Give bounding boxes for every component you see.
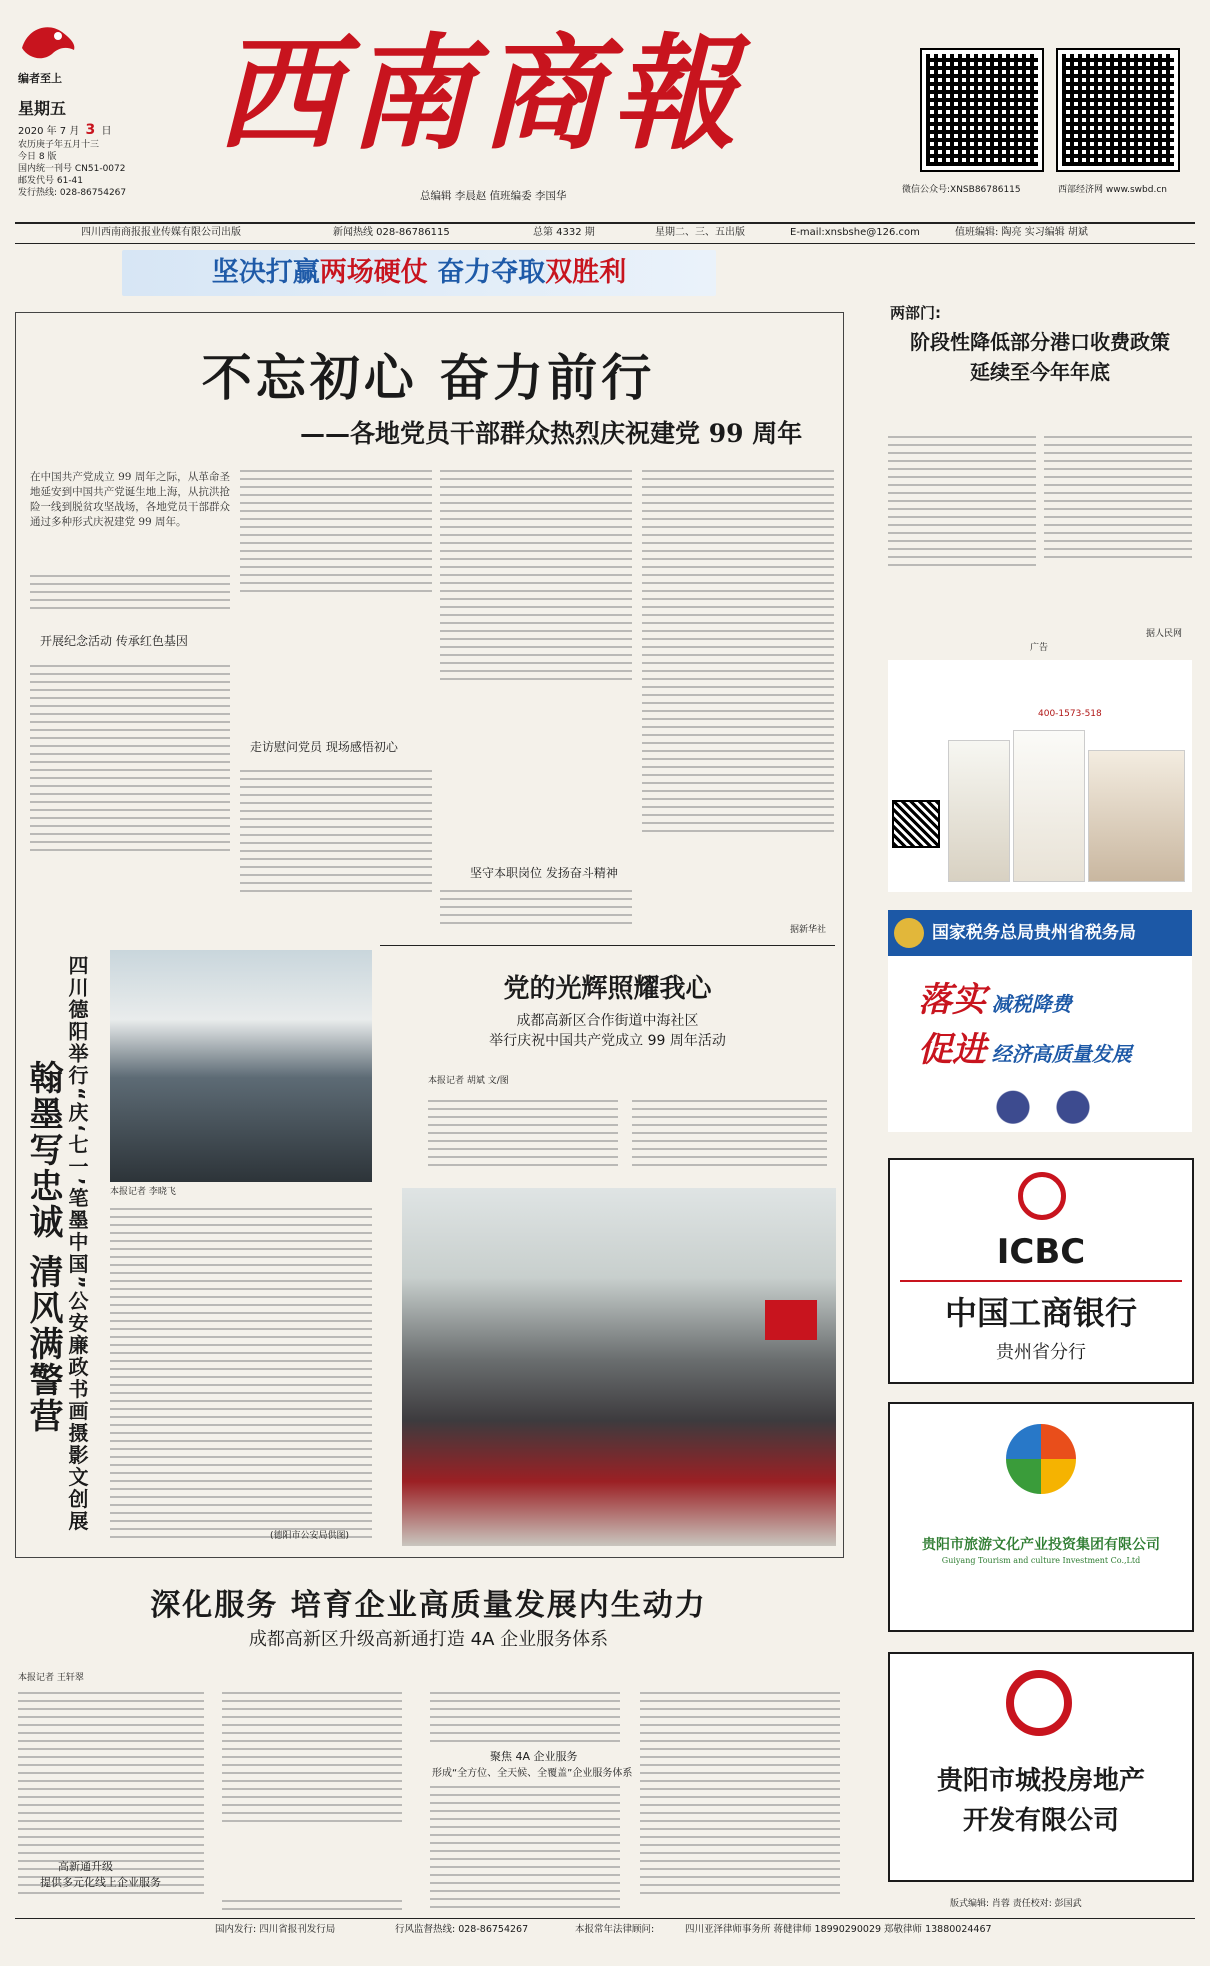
liquor-bottle-box-1 (948, 740, 1010, 882)
bottom-sub-b2: 形成“全方位、全天候、全覆盖”企业服务体系 (432, 1768, 633, 1779)
schedule: 星期二、三、五出版 (655, 227, 745, 238)
lead-col4-text (642, 470, 834, 838)
post-code: 邮发代号 61-41 (18, 176, 84, 186)
logo-icon (18, 18, 78, 64)
issue-info (18, 96, 126, 199)
tourism-en: Guiyang Tourism and culture Investment Co.,Ltd (941, 1556, 1141, 1565)
icbc-logo-icon (1018, 1172, 1066, 1220)
lead-col1-text (30, 575, 230, 615)
bottom-col2-b (222, 1900, 402, 1916)
police-source: (德阳市公安局供图) (270, 1531, 350, 1541)
liquor-qr-code[interactable] (892, 800, 940, 848)
real-estate-ad[interactable] (888, 1652, 1194, 1882)
lead-sub-1: 开展纪念活动 传承红色基因 (40, 634, 188, 648)
party-text-col2 (632, 1100, 827, 1172)
banner-part-4: 双胜利 (545, 257, 627, 288)
email: E-mail:xnsbshe@126.com (790, 227, 920, 238)
ad-label: 广告 (1030, 643, 1049, 653)
bottom-credit: 本报记者 王轩翠 (18, 1673, 84, 1683)
right-title-1: 阶段性降低部分港口收费政策 (910, 330, 1170, 354)
hotline: 发行热线: 028-86754267 (18, 188, 127, 198)
bottom-col3-b (430, 1786, 620, 1914)
date (18, 123, 126, 139)
lead-col3-text (440, 470, 632, 686)
liquor-bottle-box-2 (1013, 730, 1085, 882)
lead-col2-text (240, 470, 432, 598)
liquor-bottle-box-3 (1088, 750, 1185, 882)
masthead-title: 西南商報 (215, 22, 744, 167)
bottom-col2-a (222, 1692, 402, 1828)
bottom-col3-a (430, 1692, 620, 1748)
bottom-sub-b: 聚焦 4A 企业服务 (490, 1750, 578, 1763)
tourism-ad[interactable] (888, 1402, 1194, 1632)
tax-ad[interactable] (888, 910, 1192, 1132)
lead-headline: 不忘初心 奋力前行 (201, 349, 656, 407)
police-vertical-subtitle: 四川德阳举行“庆‘七一’笔墨中国”公安廉政书画摄影文创展 (65, 955, 89, 1533)
party-text-col1 (428, 1100, 618, 1172)
date-day: 3 (85, 122, 96, 138)
police-photo-credit: 本报记者 李晓飞 (110, 1187, 176, 1197)
footer-counsel: 本报常年法律顾问: (575, 1924, 655, 1935)
qr-caption-wechat: 微信公众号:XNSB86786115 (902, 185, 1021, 195)
bottom-subhead: 成都高新区升级高新通打造 4A 企业服务体系 (248, 1629, 609, 1650)
lead-credit: 据新华社 (790, 925, 827, 935)
date-prefix: 2020 年 7 月 (18, 126, 80, 137)
footer-hotline: 行风监督热线: 028-86754267 (395, 1924, 529, 1935)
party-photo (402, 1188, 836, 1546)
icbc-ad[interactable] (888, 1158, 1194, 1384)
page-count: 今日 8 版 (18, 152, 57, 162)
right-text-col1 (888, 436, 1036, 572)
lead-col1-text-2 (30, 665, 230, 857)
tax-emblem-icon (894, 918, 924, 948)
right-title-2: 延续至今年年底 (970, 360, 1110, 384)
banner-part-3: 奋力夺取 (427, 257, 546, 288)
right-credit: 据人民网 (1146, 629, 1183, 639)
bottom-col4 (640, 1692, 840, 1900)
qr-code-website[interactable] (1058, 50, 1178, 170)
icbc-logo-text: ICBC (996, 1232, 1086, 1272)
lead-sub-3: 坚守本职岗位 发扬奋斗精神 (470, 866, 618, 880)
estate-logo-icon (1006, 1670, 1072, 1736)
logo-text: 编者至上 (18, 72, 62, 85)
logo (18, 18, 78, 85)
party-sub-1: 成都高新区合作街道中海社区 (516, 1013, 699, 1029)
party-flag (765, 1300, 817, 1340)
qr-code-wechat[interactable] (922, 50, 1042, 170)
cn-number: 国内统一刊号 CN51-0072 (18, 164, 126, 174)
liquor-ad[interactable] (888, 660, 1192, 892)
icbc-branch: 贵州省分行 (996, 1342, 1086, 1363)
tourism-name: 贵阳市旅游文化产业投资集团有限公司 (922, 1537, 1160, 1553)
weekday: 星期五 (18, 99, 67, 118)
issue-number: 总第 4332 期 (533, 227, 595, 238)
tax-line-1a: 落实 (918, 980, 986, 1020)
tourism-logo-icon (1006, 1424, 1076, 1494)
lead-sub-2: 走访慰问党员 现场感悟初心 (250, 740, 398, 754)
publisher: 四川西南商报报业传媒有限公司出版 (81, 227, 241, 238)
lead-col2-text-2 (240, 770, 432, 898)
tax-title: 国家税务总局贵州省税务局 (932, 923, 1136, 943)
police-photo (110, 950, 372, 1182)
tax-line-1b: 减税降费 (991, 992, 1072, 1016)
editors: 总编辑 李晨赵 值班编委 李国华 (420, 190, 567, 202)
right-kicker: 两部门: (890, 304, 941, 322)
date-suffix: 日 (101, 126, 112, 137)
lead-intro: 在中国共产党成立 99 周年之际，从革命圣地延安到中国共产党诞生地上海，从抗洪抢险一线到脱贫攻坚战场，各地党员干部群众通过多种形式庆祝建党 99 周年。 (30, 471, 230, 528)
footer-printer: 国内发行: 四川省报刊发行局 (215, 1924, 336, 1935)
liquor-phone: 400-1573-518 (1038, 709, 1102, 719)
bottom-sub-a: 高新通升级 (58, 1860, 113, 1873)
estate-name-1: 贵阳市城投房地产 (936, 1766, 1145, 1796)
police-text (110, 1208, 372, 1544)
news-hotline: 新闻热线 028-86786115 (333, 227, 450, 238)
lead-subhead: ——各地党员干部群众热烈庆祝建党 99 周年 (300, 419, 803, 448)
qr-caption-website: 西部经济网 www.swbd.cn (1058, 185, 1167, 195)
tax-line-1 (918, 972, 1072, 1021)
police-vertical-title: 翰墨写忠诚 清风满警营 (23, 1060, 63, 1434)
footer-law: 四川亚泽律师事务所 蒋健律师 18990290029 郑敬律师 13880024467 (685, 1924, 992, 1935)
estate-name-2: 开发有限公司 (962, 1806, 1119, 1836)
tax-header (888, 910, 1192, 956)
tax-line-2b: 经济高质量发展 (991, 1042, 1132, 1066)
banner-part-2: 两场硬仗 (319, 257, 428, 288)
right-text-col2 (1044, 436, 1192, 564)
design-credit: 版式编辑: 肖蓉 责任校对: 彭国武 (950, 1899, 1082, 1909)
tax-line-2 (918, 1022, 1132, 1071)
lunar-date: 农历庚子年五月十三 (18, 140, 100, 150)
tax-line-2a: 促进 (918, 1030, 986, 1070)
icbc-name: 中国工商银行 (944, 1294, 1137, 1332)
duty-editors: 值班编辑: 陶亮 实习编辑 胡斌 (955, 227, 1088, 238)
party-title: 党的光辉照耀我心 (503, 974, 712, 1004)
bottom-sub-a2: 提供多元化线上企业服务 (40, 1876, 161, 1889)
slogan-banner (122, 250, 716, 296)
lead-col3-text-2 (440, 890, 632, 930)
tax-mascot-icon (968, 1076, 1118, 1128)
party-sub-2: 举行庆祝中国共产党成立 99 周年活动 (489, 1033, 726, 1049)
party-credit: 本报记者 胡斌 文/图 (428, 1076, 509, 1086)
banner-part-1: 坚决打赢 (211, 257, 320, 288)
bottom-headline: 深化服务 培育企业高质量发展内生动力 (150, 1588, 707, 1623)
info-bar (15, 227, 1195, 241)
